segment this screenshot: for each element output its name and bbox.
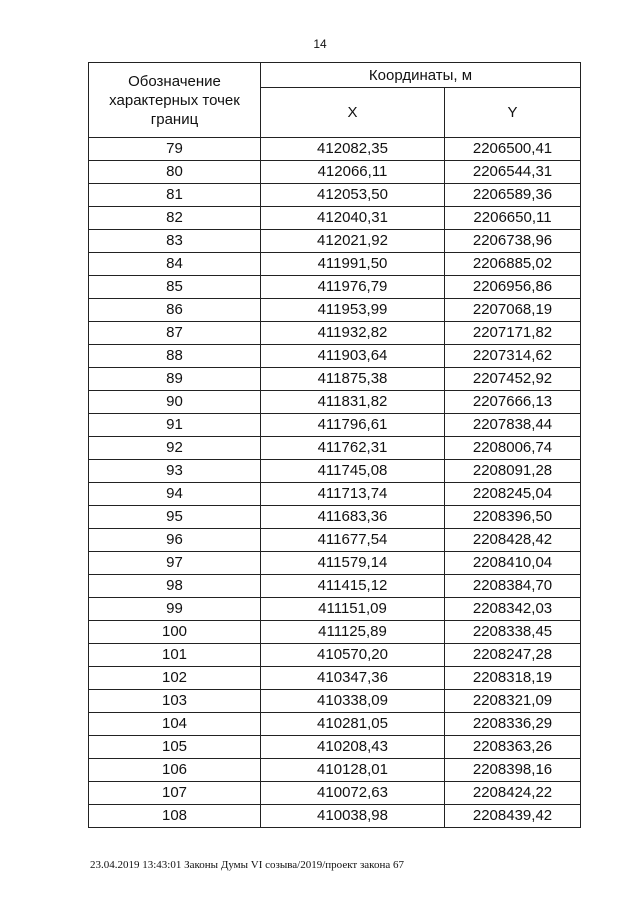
page-number: 14 [313,37,327,51]
cell-y: 2208396,50 [445,506,581,529]
footer-stamp: 23.04.2019 13:43:01 Законы Думы VI созыва/2019/проект закона 67 [90,859,404,871]
cell-y: 2208439,42 [445,805,581,828]
cell-point: 99 [89,598,261,621]
table-row [89,276,581,299]
cell-point: 103 [89,690,261,713]
cell-x: 410570,20 [261,644,445,667]
header-point-designation: Обозначение характерных точек границ [89,63,261,138]
cell-point: 90 [89,391,261,414]
cell-y: 2208363,26 [445,736,581,759]
cell-point: 101 [89,644,261,667]
cell-x: 411745,08 [261,460,445,483]
table-row [89,230,581,253]
cell-y: 2207314,62 [445,345,581,368]
cell-x: 412040,31 [261,207,445,230]
table-row [89,736,581,759]
table-row [89,253,581,276]
cell-x: 411683,36 [261,506,445,529]
cell-y: 2207171,82 [445,322,581,345]
cell-y: 2206544,31 [445,161,581,184]
cell-y: 2207666,13 [445,391,581,414]
cell-point: 100 [89,621,261,644]
cell-point: 106 [89,759,261,782]
cell-point: 105 [89,736,261,759]
cell-point: 93 [89,460,261,483]
cell-x: 410208,43 [261,736,445,759]
cell-y: 2208321,09 [445,690,581,713]
cell-point: 80 [89,161,261,184]
table-row [89,207,581,230]
table-row [89,368,581,391]
table-row [89,575,581,598]
cell-y: 2208336,29 [445,713,581,736]
cell-point: 88 [89,345,261,368]
table-row [89,414,581,437]
table-row [89,759,581,782]
cell-y: 2206885,02 [445,253,581,276]
cell-point: 86 [89,299,261,322]
table-row [89,713,581,736]
cell-point: 104 [89,713,261,736]
cell-y: 2208342,03 [445,598,581,621]
cell-point: 83 [89,230,261,253]
cell-point: 97 [89,552,261,575]
table-row [89,621,581,644]
cell-y: 2208410,04 [445,552,581,575]
table-row [89,460,581,483]
cell-x: 411762,31 [261,437,445,460]
cell-point: 92 [89,437,261,460]
table-row [89,345,581,368]
cell-x: 411677,54 [261,529,445,552]
cell-point: 95 [89,506,261,529]
cell-y: 2206500,41 [445,138,581,161]
table-row [89,667,581,690]
table-row [89,161,581,184]
cell-x: 411953,99 [261,299,445,322]
cell-point: 84 [89,253,261,276]
table-row [89,391,581,414]
cell-point: 87 [89,322,261,345]
cell-y: 2208338,45 [445,621,581,644]
cell-y: 2208318,19 [445,667,581,690]
header-x: X [261,88,445,138]
cell-y: 2207838,44 [445,414,581,437]
cell-y: 2206650,11 [445,207,581,230]
cell-x: 411151,09 [261,598,445,621]
cell-x: 410128,01 [261,759,445,782]
cell-x: 411976,79 [261,276,445,299]
cell-point: 94 [89,483,261,506]
cell-y: 2208006,74 [445,437,581,460]
cell-y: 2206738,96 [445,230,581,253]
cell-x: 410347,36 [261,667,445,690]
table-row [89,437,581,460]
cell-x: 411831,82 [261,391,445,414]
cell-point: 108 [89,805,261,828]
table-row [89,805,581,828]
cell-x: 411415,12 [261,575,445,598]
cell-point: 81 [89,184,261,207]
cell-y: 2208428,42 [445,529,581,552]
cell-x: 410281,05 [261,713,445,736]
table-row [89,138,581,161]
cell-x: 411932,82 [261,322,445,345]
header-y: Y [445,88,581,138]
cell-point: 96 [89,529,261,552]
cell-point: 107 [89,782,261,805]
cell-x: 410338,09 [261,690,445,713]
cell-point: 82 [89,207,261,230]
header-coordinates: Координаты, м [261,63,581,88]
cell-y: 2208398,16 [445,759,581,782]
cell-x: 411579,14 [261,552,445,575]
table-row [89,322,581,345]
cell-y: 2208424,22 [445,782,581,805]
cell-y: 2208245,04 [445,483,581,506]
table-row [89,506,581,529]
table-row [89,529,581,552]
coordinates-table [88,62,581,828]
cell-x: 412053,50 [261,184,445,207]
cell-y: 2208091,28 [445,460,581,483]
cell-x: 412021,92 [261,230,445,253]
cell-point: 102 [89,667,261,690]
cell-y: 2206956,86 [445,276,581,299]
cell-x: 411796,61 [261,414,445,437]
cell-x: 410072,63 [261,782,445,805]
cell-point: 98 [89,575,261,598]
cell-y: 2208384,70 [445,575,581,598]
cell-x: 412066,11 [261,161,445,184]
table-row [89,552,581,575]
cell-point: 79 [89,138,261,161]
cell-point: 91 [89,414,261,437]
table-row [89,782,581,805]
table-row [89,299,581,322]
cell-point: 85 [89,276,261,299]
cell-x: 410038,98 [261,805,445,828]
table-body [89,138,581,828]
cell-x: 411991,50 [261,253,445,276]
cell-y: 2207452,92 [445,368,581,391]
cell-x: 411713,74 [261,483,445,506]
cell-x: 412082,35 [261,138,445,161]
table-row [89,184,581,207]
table-row [89,598,581,621]
cell-y: 2208247,28 [445,644,581,667]
cell-y: 2206589,36 [445,184,581,207]
cell-x: 411125,89 [261,621,445,644]
table-row [89,483,581,506]
cell-x: 411875,38 [261,368,445,391]
cell-y: 2207068,19 [445,299,581,322]
cell-x: 411903,64 [261,345,445,368]
cell-point: 89 [89,368,261,391]
table-row [89,690,581,713]
table-row [89,644,581,667]
